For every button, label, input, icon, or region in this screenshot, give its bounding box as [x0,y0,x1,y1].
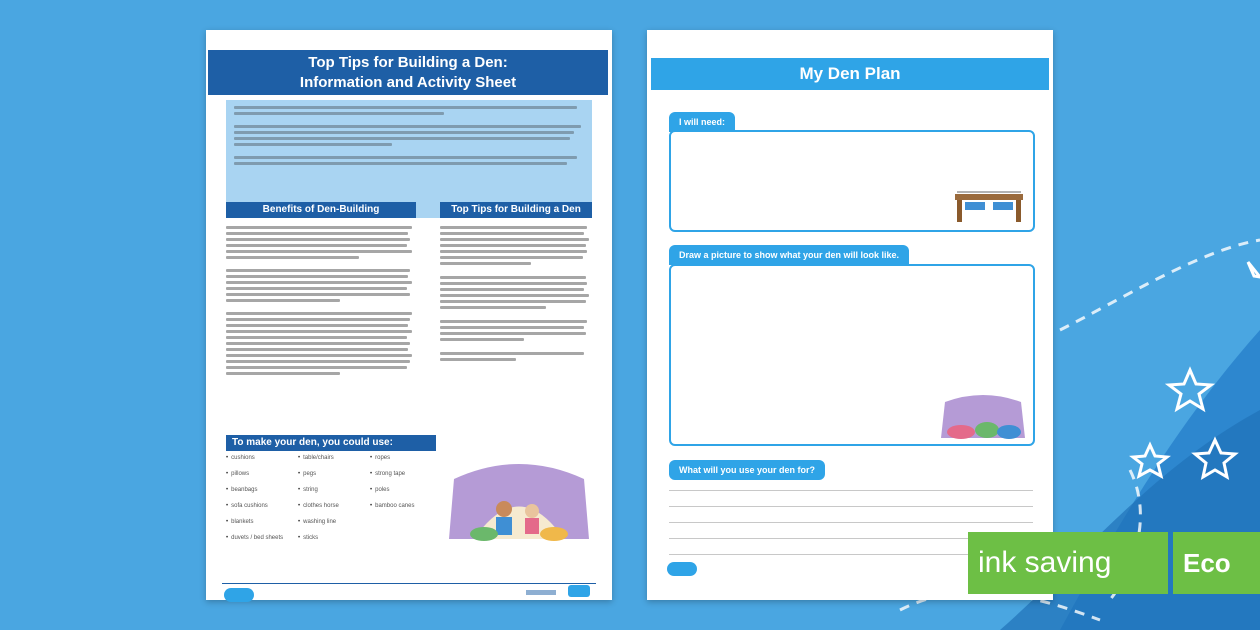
need-label: I will need: [669,112,735,132]
intro-text-lines [234,106,584,165]
list-item: • beanbags [226,487,257,493]
list-item: • strong tape [370,471,405,477]
info-sheet-title: Top Tips for Building a Den: Information and Activity Sheet [208,50,608,95]
list-item: • blankets [226,519,253,525]
intro-text-box [226,100,592,218]
blanket-den-illustration [937,392,1029,440]
writing-line[interactable] [669,490,1033,491]
benefits-heading: Benefits of Den-Building [226,202,416,218]
brand-logo-icon [224,588,254,602]
partner-logo-icon [568,585,590,597]
den-plan-title: My Den Plan [651,58,1049,90]
list-item: • sofa cushions [226,503,268,509]
writing-line[interactable] [669,522,1033,523]
list-item: • washing line [298,519,336,525]
draw-label: Draw a picture to show what your den will look like. [669,245,909,265]
list-item: • pegs [298,471,316,477]
list-item: • bamboo canes [370,503,414,509]
tips-heading: Top Tips for Building a Den [440,202,592,218]
list-item: • cushions [226,455,255,461]
list-item: • table/chairs [298,455,334,461]
list-item: • clothes horse [298,503,339,509]
ink-saving-label: ink saving [968,532,1168,594]
footer-text [526,590,556,595]
writing-line[interactable] [669,506,1033,507]
list-item: • sticks [298,535,318,541]
eco-label: Eco [1173,532,1260,594]
brand-logo-icon [667,562,697,576]
table-den-illustration [953,184,1025,224]
list-item: • poles [370,487,389,493]
materials-heading: To make your den, you could use: [226,435,436,451]
materials-list [226,455,436,555]
list-item: • duvets / bed sheets [226,535,283,541]
den-illustration [444,454,594,544]
use-label: What will you use your den for? [669,460,825,480]
footer-line [222,583,596,584]
tips-text [440,226,592,361]
list-item: • string [298,487,318,493]
benefits-text [226,226,416,375]
den-plan-page [647,30,1053,600]
info-sheet-page [206,30,612,600]
draw-answer-box[interactable] [669,264,1035,446]
list-item: • pillows [226,471,249,477]
need-answer-box[interactable] [669,130,1035,232]
list-item: • ropes [370,455,390,461]
